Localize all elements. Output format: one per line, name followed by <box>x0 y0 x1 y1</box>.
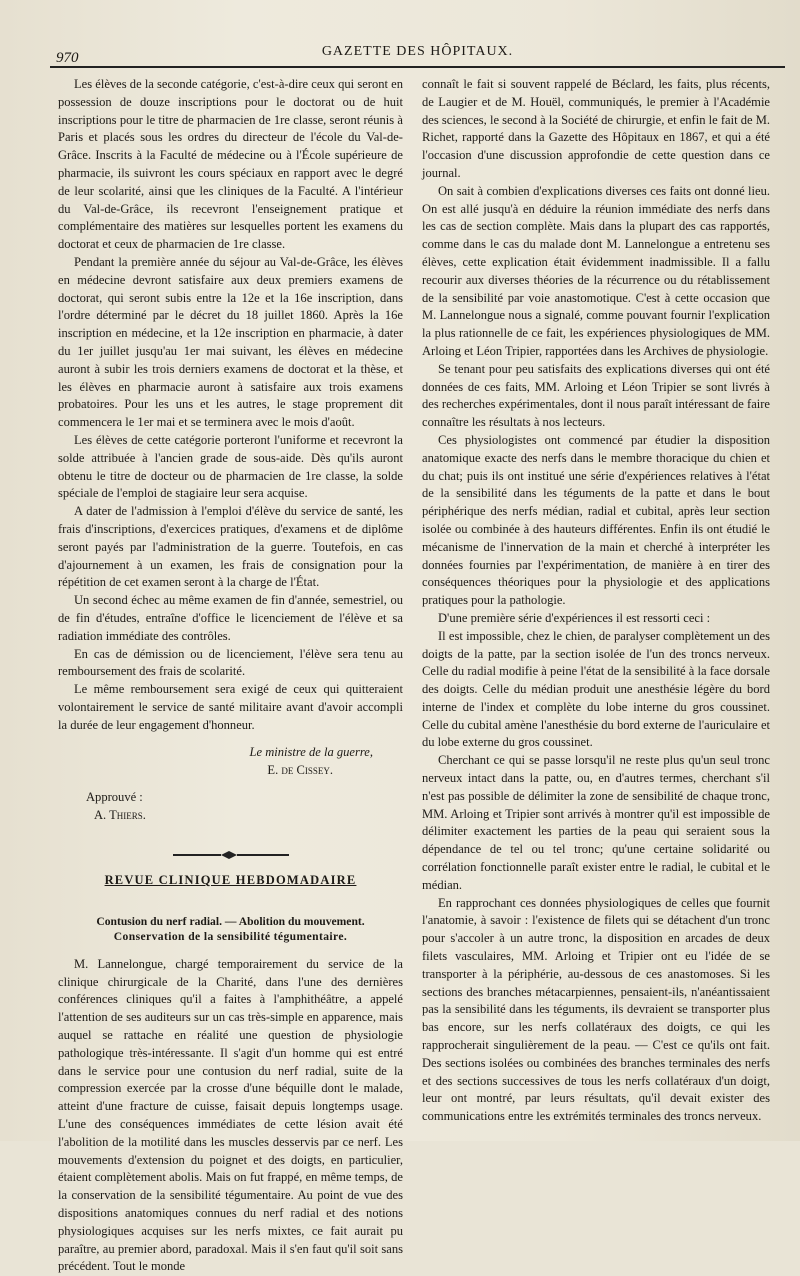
paragraph: M. Lannelongue, chargé temporairement du service de la clinique chirurgicale de la Charité, dans l'une des dernières conférences cliniques qu'il a faites à l'amphithéâtre, a appelé l'attention de ses auditeurs sur un cas très-simple en apparence, mais auquel se rattache en réalité une question de physiologie pathologique très-intéressante. Il s'agit d'un homme qui est entré dans le service pour une contusion du nerf radial, suite de la compression exercée par la crosse d'une béquille dont le malade, atteint d'une fracture de cuisse, faisait depuis longtemps usage. L'une des conséquences immédiates de cette lésion avait été l'abolition de la motilité dans les muscles desservis par ce nerf. Les mouvements d'extension du poignet et des doigts, en particulier, étaient complètement abolis. Mais on fut frappé, en même temps, de la conservation de la sensibilité tégumentaire. Au point de vue des dispositions anatomiques connues du nerf radial et des notions physiologiques acquises sur les nerfs mixtes, ce fait aurait pu paraître, au premier abord, paradoxal. Mais il s'en faut qu'il soit sans précédent. Tout le monde <box>58 956 403 1274</box>
signature-title: Le ministre de la guerre, <box>249 745 373 760</box>
paragraph: connaît le fait si souvent rappelé de Béclard, les faits, plus récents, de Laugier et de M. Houël, communiqués, le premier à l'Académie des sciences, le second à la Société de chirurgie, et enfin le fait de M. Richet, rapporté dans la Gazette des Hôpitaux en 1867, et qui a été l'occasion d'une discussion approfondie de cette question dans ce journal. <box>422 77 770 180</box>
paragraph: D'une première série d'expériences il est ressorti ceci : <box>438 610 711 625</box>
paragraph: Il est impossible, chez le chien, de paralyser complètement un des doigts de la patte, par la section isolée de l'un des troncs nerveux. Celle du radial modifie à peine l'état de la sensibilité à la face dorsale des doigts. Celle du médian produit une anesthésie légère du bord interne de l'index et complète du lobe interne du gros coussinet. Celle du cubital amène l'anesthésie du bord externe de l'auriculaire et du lobe externe du gros coussinet. <box>422 628 770 750</box>
paragraph: Pendant la première année du séjour au Val-de-Grâce, les élèves en médecine devront satisfaire aux deux premiers examens de doctorat, qui seront subis entre la 12e et la 16e inscription, dans l'ordre déterminé par le décret du 18 juillet 1860. Après la 16e inscription en médecine, et la 12e inscription en pharmacie, à dater du 1er juillet jusqu'au 1er mai suivant, les élèves en médecine auront à subir les trois derniers examens de doctorat et la thèse, et les élèves en pharmacie auront à satisfaire aux trois examens probatoires. Pour les uns et les autres, le stage proprement dit commencera le 1er mai et se terminera avec le mois d'août. <box>58 254 403 430</box>
paragraph: Ces physiologistes ont commencé par étudier la disposition anatomique exacte des nerfs dans le membre thoracique du chien et du chat; puis ils ont institué une série d'expériences relatives à l'état de la sensibilité dans les téguments de la patte et dans le bout périphérique des nerfs médian, radial et cubital, après leur section isolée ou combinée à des hauteurs différentes. Enfin ils ont étudié le mécanisme de l'innervation de la main et cherché à interpréter les données fournies par l'expérimentation, de manière à en tirer des conséquences théoriques pour la physiologie et des applications pratiques pour la pathologie. <box>422 432 770 608</box>
approval-name: A. Thiers. <box>94 808 146 823</box>
decree-signature <box>58 744 403 780</box>
paragraph: En cas de démission ou de licenciement, l'élève sera tenu au remboursement des frais de scolarité. <box>58 646 403 679</box>
right-column <box>422 76 770 1126</box>
subtitle-line: Conservation de la sensibilité tégumentaire. <box>113 929 348 943</box>
article-subtitle <box>58 914 403 944</box>
signature-name: E. de Cissey. <box>267 763 333 778</box>
approval-block <box>58 788 403 824</box>
page-header <box>50 40 785 68</box>
left-column <box>58 76 403 1276</box>
paragraph: A dater de l'admission à l'emploi d'élève du service de santé, les frais d'inscriptions, d'exercices pratiques, d'examens et de diplôme seront payés par l'administration de la guerre. Toutefois, en cas d'ajournement à un examen, les frais de consignation pour la répétition de cet examen seront à la charge de l'État. <box>58 504 403 590</box>
section-title: REVUE CLINIQUE HEBDOMADAIRE <box>104 873 357 888</box>
paragraph: Cherchant ce qui se passe lorsqu'il ne reste plus qu'un seul tronc nerveux intact dans la patte, ou, en d'autres termes, cherchant s'il n'est pas possible de délimiter la zone de sensibilité de chaque tronc, MM. Arloing et Tripier sont arrivés à montrer qu'il est impossible de délimiter exactement les parties de la peau qui seraient sous la dépendance de tel ou tel tronc; qu'une certaine solidarité ou corrélation fonctionnelle paraît exister entre le radial, le cubital et le médian. <box>422 753 770 892</box>
subtitle-line: Contusion du nerf radial. — Abolition du mouvement. <box>96 914 365 928</box>
paragraph: On sait à combien d'explications diverses ces faits ont donné lieu. On est allé jusqu'à en déduire la réunion immédiate des nerfs dans les cas de section complète. Mais dans la plupart des cas rapportés, comme dans le cas du malade dont M. Lannelongue a entretenu ses élèves, cette explication était évidemment inadmissible. Il a fallu recourir aux diverses théories de la récurrence ou du rétablissement de la sensibilité par voie anastomotique. C'est à cette occasion que M. Lannelongue nous a signalé, comme pouvant fournir l'explication la plus rationnelle de ce fait, les expériences physiologiques de MM. Arloing et Léon Tripier, rapportées dans les Archives de physiologie. <box>422 183 770 358</box>
paragraph: Un second échec au même examen de fin d'année, semestriel, ou de fin d'études, entraîne d'office le licenciement de l'élève et sa radiation immédiate des contrôles. <box>58 593 403 643</box>
paragraph: Le même remboursement sera exigé de ceux qui quitteraient volontairement le service de santé militaire avant d'avoir accompli la durée de leur engagement d'honneur. <box>58 682 403 732</box>
page-number: 970 <box>56 50 79 66</box>
approval-label: Approuvé : <box>86 790 143 805</box>
paragraph: Les élèves de cette catégorie porteront l'uniforme et recevront la solde attribuée à l'ancien grade de sous-aide. Dès qu'ils auront obtenu le titre de docteur ou de pharmacien de 1re classe, la solde spéciale de l'emploi de stagiaire leur sera acquise. <box>58 432 403 501</box>
running-title: GAZETTE DES HÔPITAUX. <box>321 44 514 59</box>
paragraph: En rapprochant ces données physiologiques de celles que fournit l'anatomie, à savoir : l'existence de filets qui se détachent d'un tronc pour s'accoler à un autre tronc, la disposition en arcades de deux filets vasculaires, MM. Arloing et Tripier ont eu l'idée de se transporter à la périphérie, au-dessous de ces anastomoses. Si les sections des branches métacarpiennes, pensaient-ils, n'anéantissaient pas la sensibilité dans les téguments, ils devraient se transporter plus bas encore, sur les nerfs collatéraux des doigts, ce qui les rapprocherait singulièrement de la peau. — C'est ce qu'ils ont fait. Des sections isolées ou combinées des branches terminales des nerfs et des sections successives de tous les nerfs collatéraux d'un doigt, leur ont montré, par leurs résultats, qu'il devait exister des communications entre les extrémités terminales des troncs nerveux. <box>422 895 770 1124</box>
paragraph: Les élèves de la seconde catégorie, c'est-à-dire ceux qui seront en possession de douze inscriptions pour le doctorat ou de huit inscriptions pour le titre de pharmacien de 1re classe, seront réunis à Paris et placés sous les ordres du directeur de l'école du Val-de-Grâce. Inscrits à la Faculté de médecine ou à l'École supérieure de pharmacie, ils suivront les cours spéciaux en rapport avec le degré de leur scolarité, ainsi que les cliniques de la Faculté. A l'intérieur du Val-de-Grâce, ils recevront l'enseignement pratique et complémentaire des matières sur lesquelles portent les examens du doctorat et ceux de pharmacien de 1re classe. <box>58 77 403 252</box>
section-divider-ornament <box>58 850 403 860</box>
paragraph: Se tenant pour peu satisfaits des explications diverses qui ont été données de ces faits, MM. Arloing et Léon Tripier se sont livrés à des recherches expérimentales, dont il nous paraît intéressant de faire connaître les résultats à nos lecteurs. <box>422 361 770 430</box>
